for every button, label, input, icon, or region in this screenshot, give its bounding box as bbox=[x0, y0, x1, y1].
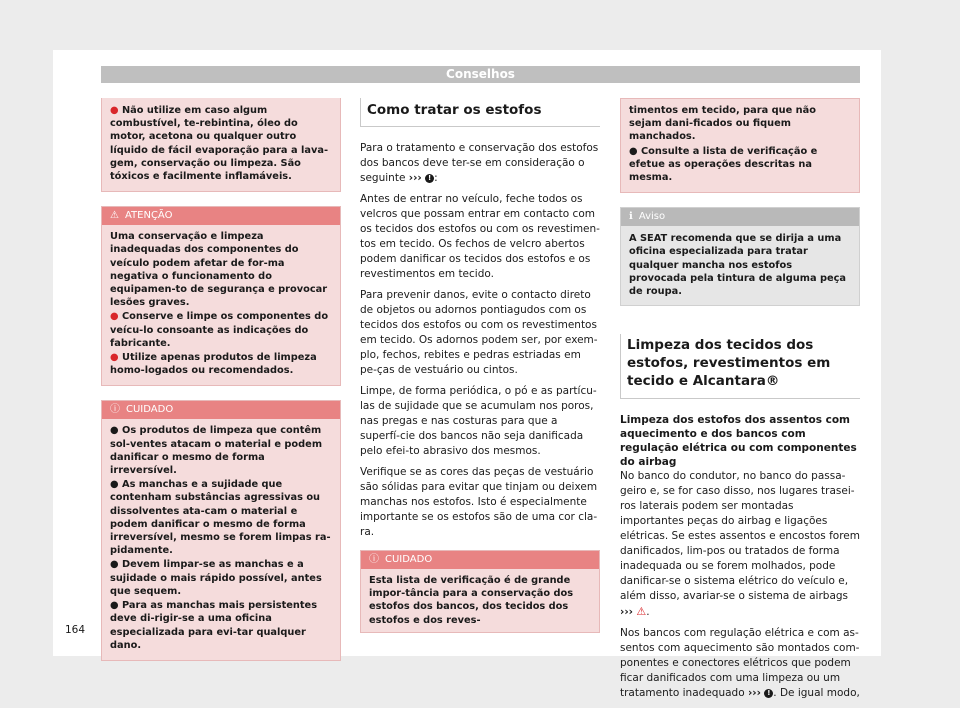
bullet-icon: ● bbox=[110, 600, 119, 612]
paragraph: Verifique se as cores das peças de vestuário são sólidas para evitar que tinjam ou deixem manchas nos estofos. Isto é especialmente importante se os estofos são de uma cor cla-ra. bbox=[360, 466, 598, 538]
paragraph-end: . De igual modo, bbox=[773, 687, 860, 700]
cuidado-text: Esta lista de verificação é de grande impor-tância para a conservação dos estofos dos bancos, dos tecidos dos estofos e dos reves- bbox=[369, 575, 574, 626]
atencao-bullet: Conserve e limpe os componentes do veícu-lo consoante as indicações do fabricante. bbox=[110, 311, 329, 349]
cuidado-cont-text: timentos em tecido, para que não sejam dani-ficados ou fiquem manchados. bbox=[629, 105, 816, 143]
cuidado-continued-box bbox=[620, 98, 860, 193]
paragraph: Nos bancos com regulação elétrica e com as-sentos com aquecimento são montados com-ponentes e conectores elétricos que podem ficar danificados com uma limpeza ou um tratamento inadequado bbox=[620, 627, 860, 700]
cuidado-bullet: Devem limpar-se as manchas e a sujidade o mais rápido possível, antes que sequem. bbox=[110, 559, 322, 597]
arrow-ref-icon: ››› bbox=[408, 172, 422, 184]
subheading: Limpeza dos estofos dos assentos com aquecimento e dos bancos com regulação elétrica ou com componentes do airbag bbox=[620, 414, 857, 469]
paragraph: Para prevenir danos, evite o contacto direto de objetos ou adornos pontiagudos com os tecidos dos estofos ou com os revestimentos em tecido. Os adornos podem ser, por exem-plo, fechos, rebites e pedras estriadas em pe-ças de vestuário ou cintos. bbox=[360, 289, 598, 376]
aviso-title: Aviso bbox=[638, 211, 666, 223]
bullet-icon: ● bbox=[110, 105, 119, 116]
page-number: 164 bbox=[65, 624, 86, 636]
atencao-header bbox=[102, 207, 340, 225]
section-title-estofos: Como tratar os estofos bbox=[360, 98, 600, 127]
section-header: Conselhos bbox=[101, 66, 860, 83]
cuidado-title: CUIDADO bbox=[385, 554, 433, 565]
bullet-icon: ● bbox=[110, 311, 119, 323]
manual-page bbox=[53, 50, 881, 700]
arrow-ref-icon: ››› bbox=[620, 606, 633, 619]
exclamation-circle-icon: ! bbox=[764, 689, 773, 698]
cuidado-cont-bullet: Consulte a lista de verificação e efetue as operações descritas na mesma. bbox=[629, 145, 818, 184]
cuidado-header bbox=[102, 401, 340, 419]
atencao-bullet: Utilize apenas produtos de limpeza homo-logados ou recomendados. bbox=[110, 352, 317, 377]
bullet-icon: ● bbox=[110, 479, 119, 491]
atencao-title: ATENÇÃO bbox=[124, 210, 173, 222]
bullet-icon: ● bbox=[110, 559, 119, 571]
section-title-alcantara: Limpeza dos tecidos dos estofos, revestimentos em tecido e Alcantara® bbox=[620, 334, 860, 399]
paragraph: No banco do condutor, no banco do passa-geiro e, se for caso disso, nos lugares trasei-ros laterais podem ser montadas importantes peças do airbag e ligações elétricas. Se estes assentos e encostos forem danificados, lim-pos ou tratados de forma inadequada ou se forem molhados, pode danificar-se o sistema elétrico do veículo e, além disso, avariar-se o sistema de airbags bbox=[620, 470, 860, 603]
cuidado-bullet: As manchas e a sujidade que contenham substâncias agressivas ou dissolventes ata-cam o material e podem danificar o mesmo de forma irreversível, mesmo se forem limpas ra-pidamente. bbox=[110, 479, 331, 557]
info-circle-icon: ⓘ bbox=[369, 554, 379, 565]
exclamation-circle-icon: ! bbox=[425, 174, 434, 183]
cuidado-header bbox=[361, 551, 599, 569]
warning-triangle-icon: ⚠ bbox=[636, 605, 647, 619]
warning-icon: ⚠ bbox=[110, 210, 119, 222]
aviso-text: A SEAT recomenda que se dirija a uma oficina especializada para tratar qualquer mancha nos estofos provocada pela tintura de alguma peça de roupa. bbox=[629, 233, 847, 298]
paragraph: Para o tratamento e conservação dos estofos dos bancos deve ter-se em consideração o seguinte bbox=[360, 142, 599, 184]
atencao-text: Uma conservação e limpeza inadequadas dos componentes do veículo podem afetar de for-ma negativa o funcionamento do equipamen-to de segurança e provocar lesões graves. bbox=[110, 231, 328, 309]
intro-bullet-text: Não utilize em caso algum combustível, te-rebintina, óleo do motor, acetona ou qualquer outro líquido de fácil evaporação para a lava-gem, conservação ou limpeza. São tóxicos e facilmente inflamáveis. bbox=[110, 105, 329, 183]
cuidado-box bbox=[101, 400, 341, 660]
cuidado-title: CUIDADO bbox=[126, 404, 174, 416]
paragraph: Antes de entrar no veículo, feche todos os velcros que possam entrar em contacto com os tecidos dos estofos ou com os revestimen-tos em tecido. Os fechos de velcro abertos podem danificar os tecidos dos estofos e os revestimentos em tecido. bbox=[360, 193, 600, 280]
column-3: timentos em tecido, para que não sejam dani-ficados ou fiquem manchados. ● Consulte a lista de verificação e efetue as operações descritas na mesma. ℹ Aviso A SEAT recomenda que se dirija a uma oficina especializada para tratar qualquer mancha nos estofos provocada pela tintura de alguma peça de roupa. Limpeza dos tecidos dos estofos, revestimentos em tecido e Alcantara® Limpeza dos estofos dos assentos com aquecimento e dos bancos com regulação elétrica ou com componentes do airbag No banco do condutor, no banco do passa-geiro e, se for caso disso, nos lugares trasei-ros laterais podem ser montadas importantes peças do airbag e ligações elétricas. Se estes assentos e encostos forem danificados, lim-pos ou tratados de forma inadequada ou se forem molhados, pode danificar-se o sistema elétrico do veículo e, além disso, avariar-se o sistema de airbags ››› ⚠. Nos bancos com regulação elétrica e com as-sentos com aquecimento são montados com-ponentes e conectores elétricos que podem ficar danificados com uma limpeza ou um tratamento inadequado ››› ! . De igual modo, bbox=[620, 98, 860, 707]
bullet-icon: ● bbox=[629, 145, 638, 157]
paragraph: Limpe, de forma periódica, o pó e as partícu-las de sujidade que se acumulam nos poros, nas pregas e nas costuras para que a superfí-cie dos bancos não seja danificada pelo efei-to abrasivo dos mesmos. bbox=[360, 385, 597, 457]
intro-warning-box bbox=[101, 98, 341, 192]
cuidado-box-2 bbox=[360, 550, 600, 633]
info-circle-icon: ⓘ bbox=[110, 404, 120, 416]
atencao-box bbox=[101, 206, 341, 386]
info-icon: ℹ bbox=[629, 211, 633, 223]
cuidado-bullet: Os produtos de limpeza que contêm sol-ventes atacam o material e podem danificar o mesmo de forma irreversível. bbox=[110, 425, 323, 477]
column-1 bbox=[101, 98, 341, 661]
aviso-header bbox=[621, 208, 859, 226]
arrow-ref-icon: ››› bbox=[747, 687, 761, 700]
cuidado-bullet: Para as manchas mais persistentes deve di-rigir-se a uma oficina especializada para evi-tar qualquer dano. bbox=[110, 600, 318, 651]
aviso-box bbox=[620, 207, 860, 306]
column-2: Como tratar os estofos Para o tratamento e conservação dos estofos dos bancos deve ter-se em consideração o seguinte ››› ! : Antes de entrar no veículo, feche todos os velcros que possam entrar em contacto com os tecidos dos estofos ou com os revestimen-tos em tecido. Os fechos de velcro abertos podem danificar os tecidos dos estofos e os revestimentos em tecido. Para prevenir danos, evite o contacto direto de objetos ou adornos pontiagudos com os tecidos dos estofos ou com os revestimentos em tecido. Os adornos podem ser, por exem-plo, fechos, rebites e pedras estriadas em pe-ças de vestuário ou cintos. Limpe, de forma periódica, o pó e as partícu-las de sujidade que se acumulam nos poros, nas pregas e nas costuras para que a superfí-cie dos bancos não seja danificada pelo efei-to abrasivo dos mesmos. Verifique se as cores das peças de vestuário são sólidas para evitar que tinjam ou deixem manchas nos estofos. Isto é especialmente importante se os estofos são de uma cor cla-ra. ⓘ CUIDADO Esta lista de verificação é de grande impor-tância para a conservação dos estofos dos bancos, dos tecidos dos estofos e dos reves- bbox=[360, 98, 600, 633]
bullet-icon: ● bbox=[110, 425, 119, 437]
bullet-icon: ● bbox=[110, 352, 119, 364]
